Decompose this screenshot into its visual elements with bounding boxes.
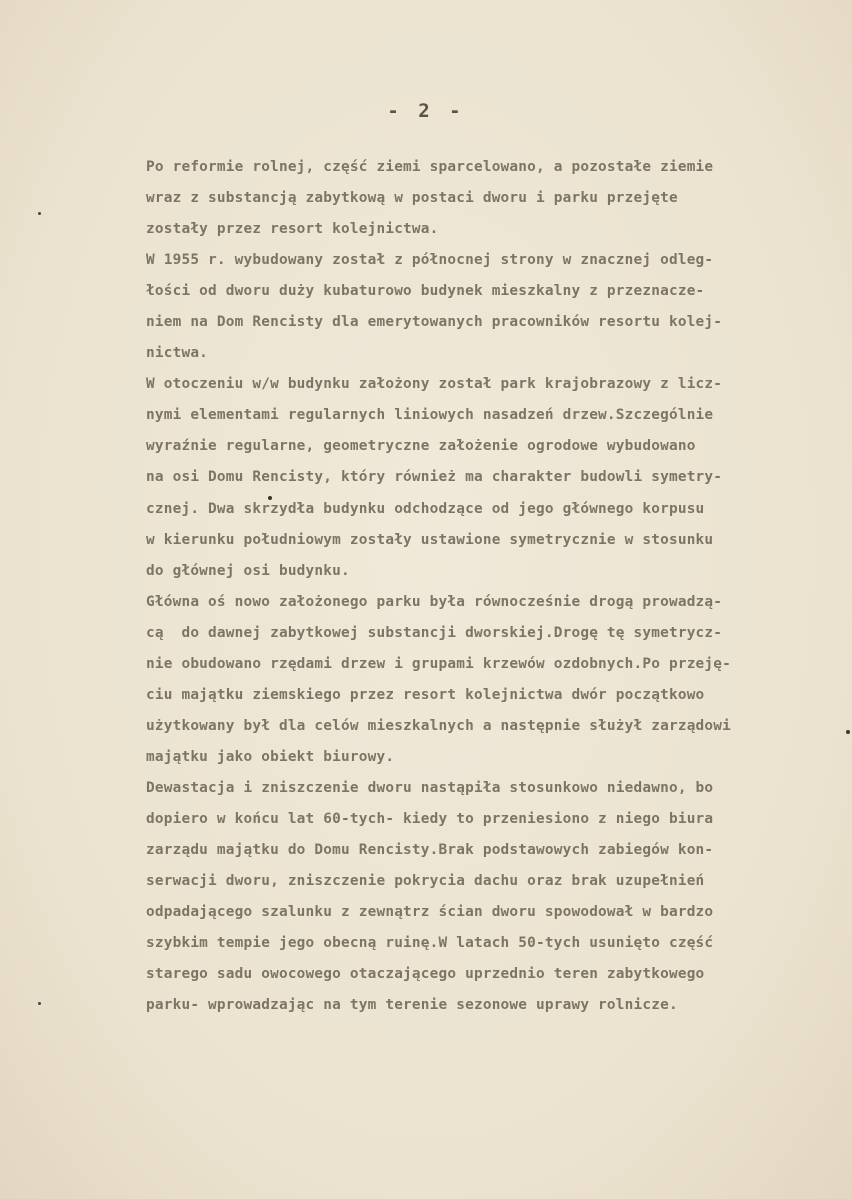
text-line: nie obudowano rzędami drzew i grupami krzewów ozdobnych.Po przeję-: [146, 655, 732, 672]
text-line: łości od dworu duży kubaturowo budynek mieszkalny z przeznacze-: [146, 283, 705, 300]
text-line: odpadającego szalunku z zewnątrz ścian dworu spowodował w bardzo: [146, 904, 714, 921]
text-line: ciu majątku ziemskiego przez resort kolejnictwa dwór początkowo: [146, 686, 705, 703]
text-line: parku- wprowadzając na tym terenie sezonowe uprawy rolnicze.: [146, 997, 678, 1014]
text-line: niem na Dom Rencisty dla emerytowanych pracowników resortu kolej-: [146, 314, 723, 331]
text-line: cą do dawnej zabytkowej substancji dworskiej.Drogę tę symetrycz-: [146, 624, 723, 641]
ink-speck: [846, 730, 850, 734]
text-line: Dewastacja i zniszczenie dworu nastąpiła stosunkowo niedawno, bo: [146, 779, 714, 796]
text-line: w kierunku południowym zostały ustawione symetrycznie w stosunku: [146, 531, 714, 548]
text-line: cznej. Dwa skrzydła budynku odchodzące od jego głównego korpusu: [146, 500, 705, 517]
text-line: serwacji dworu, zniszczenie pokrycia dachu oraz brak uzupełnień: [146, 873, 705, 890]
text-line: nictwa.: [146, 345, 209, 362]
text-line: wyraźnie regularne, geometryczne założenie ogrodowe wybudowano: [146, 438, 696, 455]
text-line: na osi Domu Rencisty, który również ma charakter budowli symetry-: [146, 469, 723, 486]
text-line: zostały przez resort kolejnictwa.: [146, 221, 439, 238]
text-line: W 1955 r. wybudowany został z północnej strony w znacznej odleg-: [146, 252, 714, 269]
margin-mark: [38, 212, 41, 215]
text-line: Po reformie rolnej, część ziemi sparcelowano, a pozostałe ziemie: [146, 159, 714, 175]
text-line: wraz z substancją zabytkową w postaci dworu i parku przejęte: [146, 190, 678, 207]
text-line: użytkowany był dla celów mieszkalnych a następnie służył zarządowi: [146, 717, 732, 734]
body-text: [146, 152, 846, 1021]
text-line: zarządu majątku do Domu Rencisty.Brak podstawowych zabiegów kon-: [146, 842, 714, 859]
margin-mark: [38, 1002, 41, 1005]
text-line: Główna oś nowo założonego parku była równocześnie drogą prowadzą-: [146, 593, 723, 610]
text-line: dopiero w końcu lat 60-tych- kiedy to przeniesiono z niego biura: [146, 810, 714, 827]
text-line: starego sadu owocowego otaczającego uprzednio teren zabytkowego: [146, 966, 705, 983]
text-line: W otoczeniu w/w budynku założony został park krajobrazowy z licz-: [146, 376, 723, 393]
text-line: majątku jako obiekt biurowy.: [146, 748, 395, 765]
text-line: do głównej osi budynku.: [146, 562, 350, 579]
page-number: - 2 -: [387, 100, 465, 122]
text-line: nymi elementami regularnych liniowych nasadzeń drzew.Szczególnie: [146, 407, 714, 424]
text-line: szybkim tempie jego obecną ruinę.W latach 50-tych usunięto część: [146, 935, 714, 952]
